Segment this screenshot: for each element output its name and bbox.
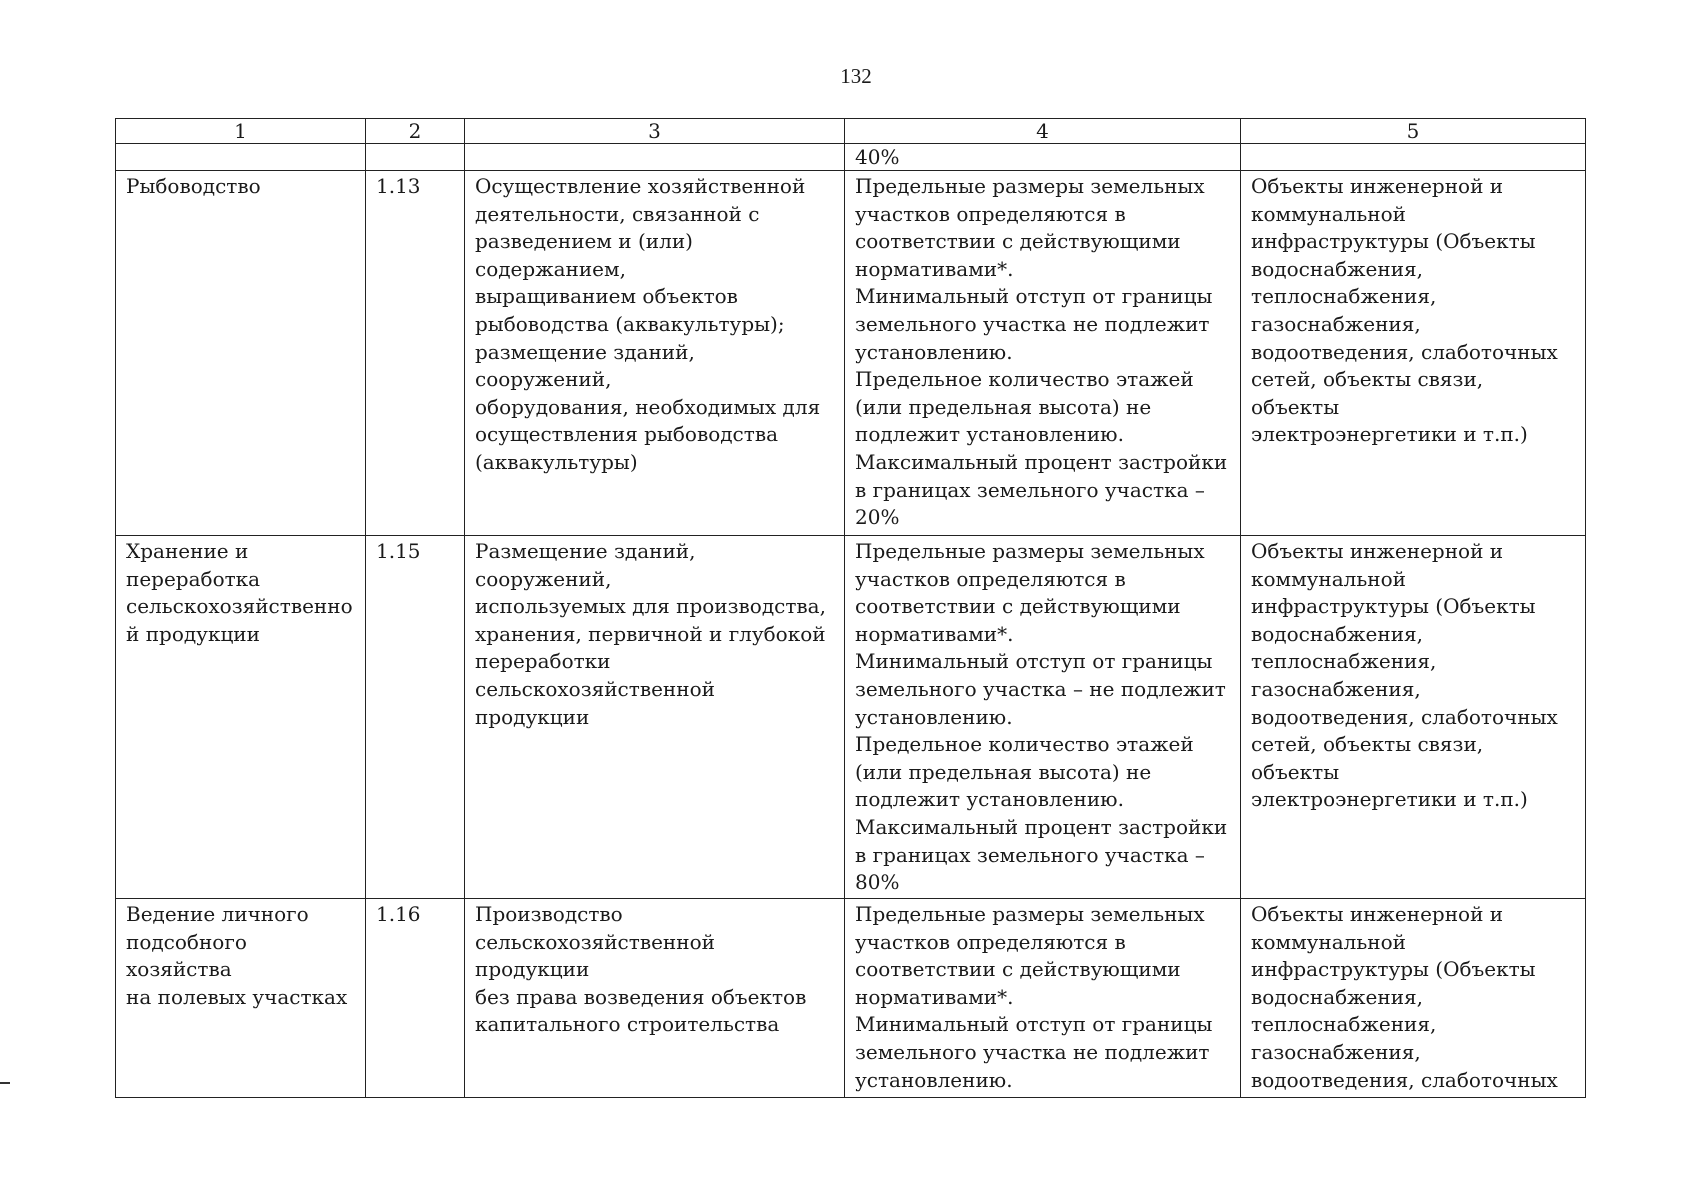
land-use-parameters-cell: Предельные размеры земельных участков определяются в соответствии с действующими нормативами*. Минимальный отступ от границы земельного участка – не подлежит установлению. Предельное количество этажей (или предельная высота) не подлежит установлению. Максимальный процент застройки в границах земельного участка – 80% [845, 536, 1241, 899]
continuation-cell-2 [366, 144, 465, 171]
column-header-5: 5 [1241, 119, 1586, 144]
land-use-type-cell: Хранение и переработка сельскохозяйственно й продукции [116, 536, 366, 899]
page-number: 132 [840, 64, 872, 88]
land-use-type-cell: Ведение личного подсобного хозяйства на полевых участках [116, 899, 366, 1098]
continuation-cell-1 [116, 144, 366, 171]
auxiliary-uses-cell: Объекты инженерной и коммунальной инфраструктуры (Объекты водоснабжения, теплоснабжения, газоснабжения, водоотведения, слаботочных сетей, объекты связи, объекты электроэнергетики и т.п.) [1241, 171, 1586, 536]
land-use-parameters-cell: Предельные размеры земельных участков определяются в соответствии с действующими нормативами*. Минимальный отступ от границы земельного участка не подлежит установлению. Предельное количество этажей (или предельная высота) не подлежит установлению. Максимальный процент застройки в границах земельного участка – 20% [845, 171, 1241, 536]
land-use-code-cell: 1.13 [366, 171, 465, 536]
continuation-cell-5 [1241, 144, 1586, 171]
land-use-description-cell: Размещение зданий, сооружений, используемых для производства, хранения, первичной и глубокой переработки сельскохозяйственной продукции [465, 536, 845, 899]
column-header-2: 2 [366, 119, 465, 144]
land-use-parameters-cell: Предельные размеры земельных участков определяются в соответствии с действующими нормативами*. Минимальный отступ от границы земельного участка не подлежит установлению. [845, 899, 1241, 1098]
scan-edge-mark [0, 1082, 10, 1084]
land-use-code-cell: 1.16 [366, 899, 465, 1098]
table-row [116, 536, 1586, 899]
table-row [116, 171, 1586, 536]
auxiliary-uses-cell: Объекты инженерной и коммунальной инфраструктуры (Объекты водоснабжения, теплоснабжения, газоснабжения, водоотведения, слаботочных сетей, объекты связи, объекты электроэнергетики и т.п.) [1241, 536, 1586, 899]
land-use-code-cell: 1.15 [366, 536, 465, 899]
continuation-cell-4: 40% [845, 144, 1241, 171]
land-use-table [115, 118, 1586, 1098]
land-use-description-cell: Осуществление хозяйственной деятельности, связанной с разведением и (или) содержанием, выращиванием объектов рыбоводства (аквакультуры); размещение зданий, сооружений, оборудования, необходимых для осуществления рыбоводства (аквакультуры) [465, 171, 845, 536]
land-use-description-cell: Производство сельскохозяйственной продукции без права возведения объектов капитального строительства [465, 899, 845, 1098]
column-header-1: 1 [116, 119, 366, 144]
column-header-4: 4 [845, 119, 1241, 144]
land-use-type-cell: Рыбоводство [116, 171, 366, 536]
auxiliary-uses-cell: Объекты инженерной и коммунальной инфраструктуры (Объекты водоснабжения, теплоснабжения, газоснабжения, водоотведения, слаботочных [1241, 899, 1586, 1098]
continuation-cell-3 [465, 144, 845, 171]
column-number-header-row [116, 119, 1586, 144]
continuation-row [116, 144, 1586, 171]
column-header-3: 3 [465, 119, 845, 144]
table-row [116, 899, 1586, 1098]
